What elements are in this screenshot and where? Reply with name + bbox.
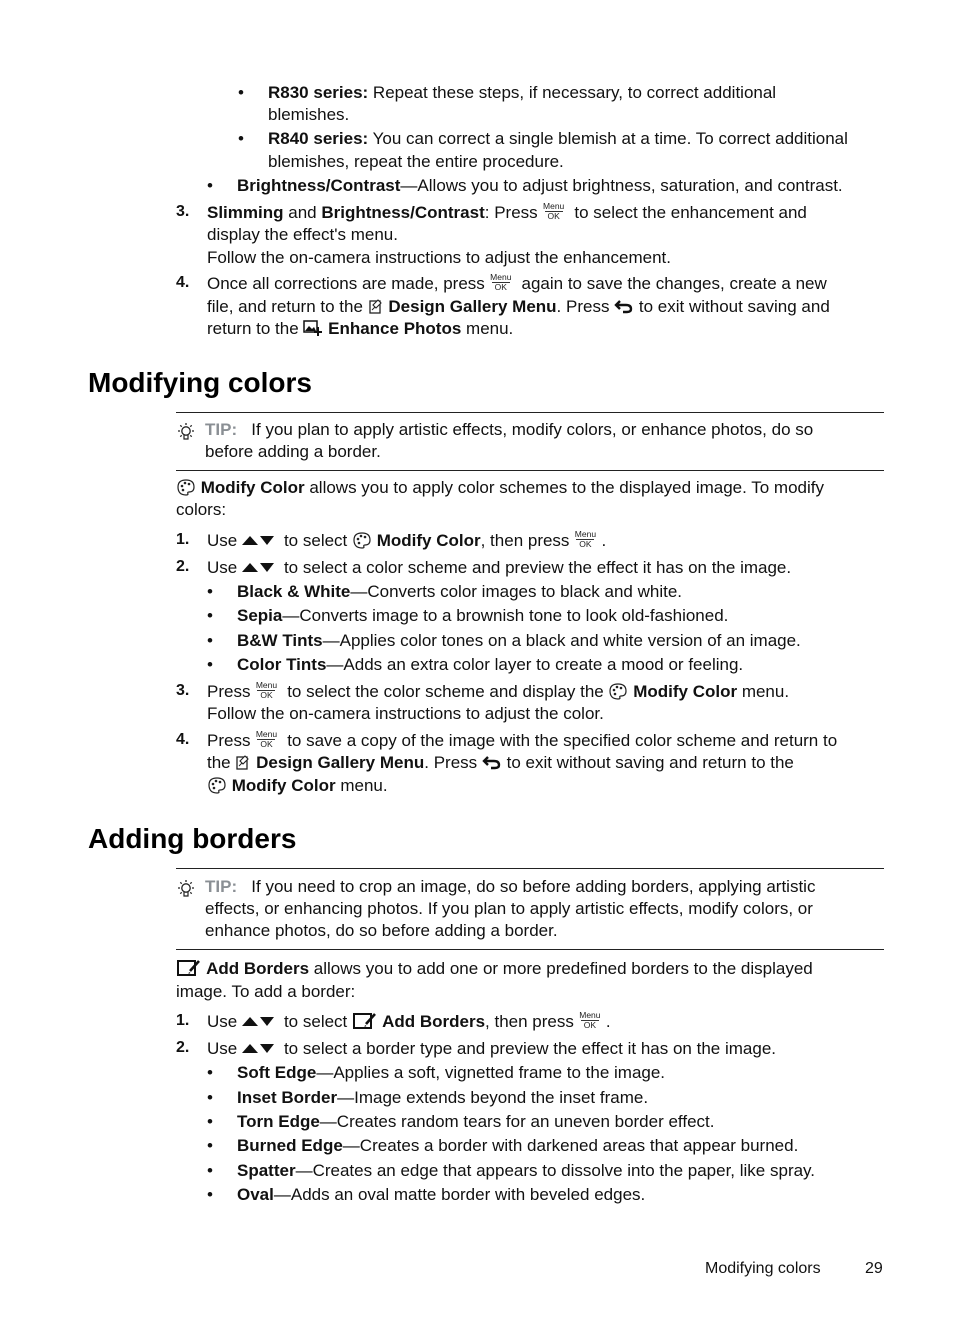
section-heading-modifying-colors: Modifying colors	[88, 367, 312, 398]
tip-divider-bottom	[176, 470, 884, 471]
list-item: Torn Edge—Creates random tears for an uneven border effect.	[237, 1112, 715, 1131]
modify-color-icon	[176, 478, 196, 496]
modify-color-icon	[352, 531, 372, 549]
borders-step1: Use to select Add Borders, then press Menu OK .	[207, 1009, 611, 1031]
list-item: Soft Edge—Applies a soft, vignetted frame to the image.	[237, 1063, 666, 1082]
modify-step1: Use to select Modify Color, then press Menu OK .	[207, 528, 607, 550]
modify-step3-cont: Follow the on-camera instructions to adjust the color.	[207, 704, 604, 723]
menu-ok-button-icon: Menu OK	[579, 1009, 601, 1030]
design-gallery-icon	[235, 753, 251, 771]
bullet: •	[207, 582, 213, 601]
bullet: •	[207, 1088, 213, 1107]
menu-ok-button-icon: Menu OK	[543, 200, 565, 221]
modify-color-description: Modify Color allows you to apply color schemes to the displayed image. To modify	[176, 477, 824, 500]
add-borders-description-cont: image. To add a border:	[176, 982, 356, 1001]
r840-item: R840 series: You can correct a single blemish at a time. To correct additional	[268, 129, 848, 148]
up-down-arrows-icon	[240, 1014, 276, 1028]
up-down-arrows-icon	[240, 1041, 276, 1055]
tip-divider-bottom	[176, 949, 884, 950]
bullet: •	[207, 1063, 213, 1082]
modify-step2: Use to select a color scheme and preview the effect it has on the image.	[207, 558, 792, 577]
step-number: 4.	[176, 274, 190, 291]
tip-divider-top	[176, 868, 884, 869]
up-down-arrows-icon	[240, 533, 276, 547]
list-item: Sepia—Converts image to a brownish tone to look old-fashioned.	[237, 606, 729, 625]
list-item: Burned Edge—Creates a border with darkened areas that appear burned.	[237, 1136, 799, 1155]
modify-color-icon	[608, 682, 628, 700]
modify-color-description-cont: colors:	[176, 500, 227, 519]
bullet: •	[238, 129, 244, 148]
step4-line2: file, and return to the Design Gallery Menu. Press to exit without saving and	[207, 297, 830, 316]
back-arrow-icon	[482, 754, 502, 770]
r830-item-cont: blemishes.	[268, 105, 350, 124]
bullet: •	[207, 176, 213, 195]
tip-line3: enhance photos, do so before adding a border.	[205, 921, 558, 940]
menu-ok-button-icon: Menu OK	[255, 679, 278, 700]
design-gallery-icon	[368, 297, 384, 315]
step4-line3: return to the Enhance Photos menu.	[207, 319, 514, 338]
step-number: 3.	[176, 682, 190, 699]
add-borders-description: Add Borders allows you to add one or more predefined borders to the displayed	[176, 958, 813, 981]
tip-divider-top	[176, 412, 884, 413]
menu-ok-button-icon: Menu OK	[255, 728, 278, 749]
list-item: Color Tints—Adds an extra color layer to create a mood or feeling.	[237, 655, 744, 674]
bullet: •	[238, 83, 244, 102]
modify-step4: Press Menu OK to save a copy of the image with the specified color scheme and return to	[207, 728, 838, 750]
step3-line3: Follow the on-camera instructions to adjust the enhancement.	[207, 248, 671, 267]
enhance-photos-icon	[303, 319, 323, 337]
menu-ok-button-icon: Menu OK	[574, 528, 597, 549]
add-borders-icon	[352, 1011, 378, 1031]
lightbulb-tip-icon	[176, 878, 196, 900]
borders-step2: Use to select a border type and preview the effect it has on the image.	[207, 1039, 776, 1058]
step-number: 1.	[176, 531, 190, 548]
tip-line2: effects, or enhancing photos. If you plan to apply artistic effects, modify colors, or	[205, 899, 813, 918]
bullet: •	[207, 1112, 213, 1131]
section-heading-adding-borders: Adding borders	[88, 823, 297, 854]
step-number: 3.	[176, 203, 190, 220]
r840-item-cont: blemishes, repeat the entire procedure.	[268, 152, 564, 171]
step4-line1: Once all corrections are made, press Menu OK again to save the changes, create a new	[207, 271, 827, 293]
bullet: •	[207, 631, 213, 650]
bullet: •	[207, 1185, 213, 1204]
bullet: •	[207, 1161, 213, 1180]
r830-item: R830 series: Repeat these steps, if necessary, to correct additional	[268, 83, 777, 102]
footer-section-title: Modifying colors	[705, 1260, 821, 1277]
step-number: 2.	[176, 558, 190, 575]
list-item: B&W Tints—Applies color tones on a black and white version of an image.	[237, 631, 801, 650]
modify-step4-cont: the Design Gallery Menu. Press to exit without saving and return to the	[207, 753, 794, 772]
bullet: •	[207, 655, 213, 674]
tip-line1: TIP: If you need to crop an image, do so before adding borders, applying artistic	[205, 877, 816, 896]
step-number: 1.	[176, 1012, 190, 1029]
bullet: •	[207, 1136, 213, 1155]
step-number: 2.	[176, 1039, 190, 1056]
list-item: Black & White—Converts color images to black and white.	[237, 582, 683, 601]
bullet: •	[207, 606, 213, 625]
modify-color-icon	[207, 776, 227, 794]
tip-line2: before adding a border.	[205, 442, 381, 461]
step-number: 4.	[176, 731, 190, 748]
lightbulb-tip-icon	[176, 421, 196, 443]
add-borders-icon	[176, 958, 202, 978]
modify-step3: Press Menu OK to select the color scheme and display the Modify Color menu.	[207, 679, 790, 701]
step3-line1: Slimming and Brightness/Contrast: Press Menu OK to select the enhancement and	[207, 200, 807, 222]
list-item: Spatter—Creates an edge that appears to dissolve into the paper, like spray.	[237, 1161, 816, 1180]
list-item: Inset Border—Image extends beyond the inset frame.	[237, 1088, 649, 1107]
modify-step4-cont2: Modify Color menu.	[207, 775, 388, 798]
up-down-arrows-icon	[240, 560, 276, 574]
list-item: Oval—Adds an oval matte border with beveled edges.	[237, 1185, 646, 1204]
tip-line1: TIP: If you plan to apply artistic effects, modify colors, or enhance photos, do so	[205, 420, 814, 439]
step3-line2: display the effect's menu.	[207, 225, 398, 244]
page-number: 29	[865, 1260, 883, 1277]
brightness-contrast-item: Brightness/Contrast—Allows you to adjust brightness, saturation, and contrast.	[237, 176, 843, 195]
menu-ok-button-icon: Menu OK	[490, 271, 512, 292]
back-arrow-icon	[614, 298, 634, 314]
